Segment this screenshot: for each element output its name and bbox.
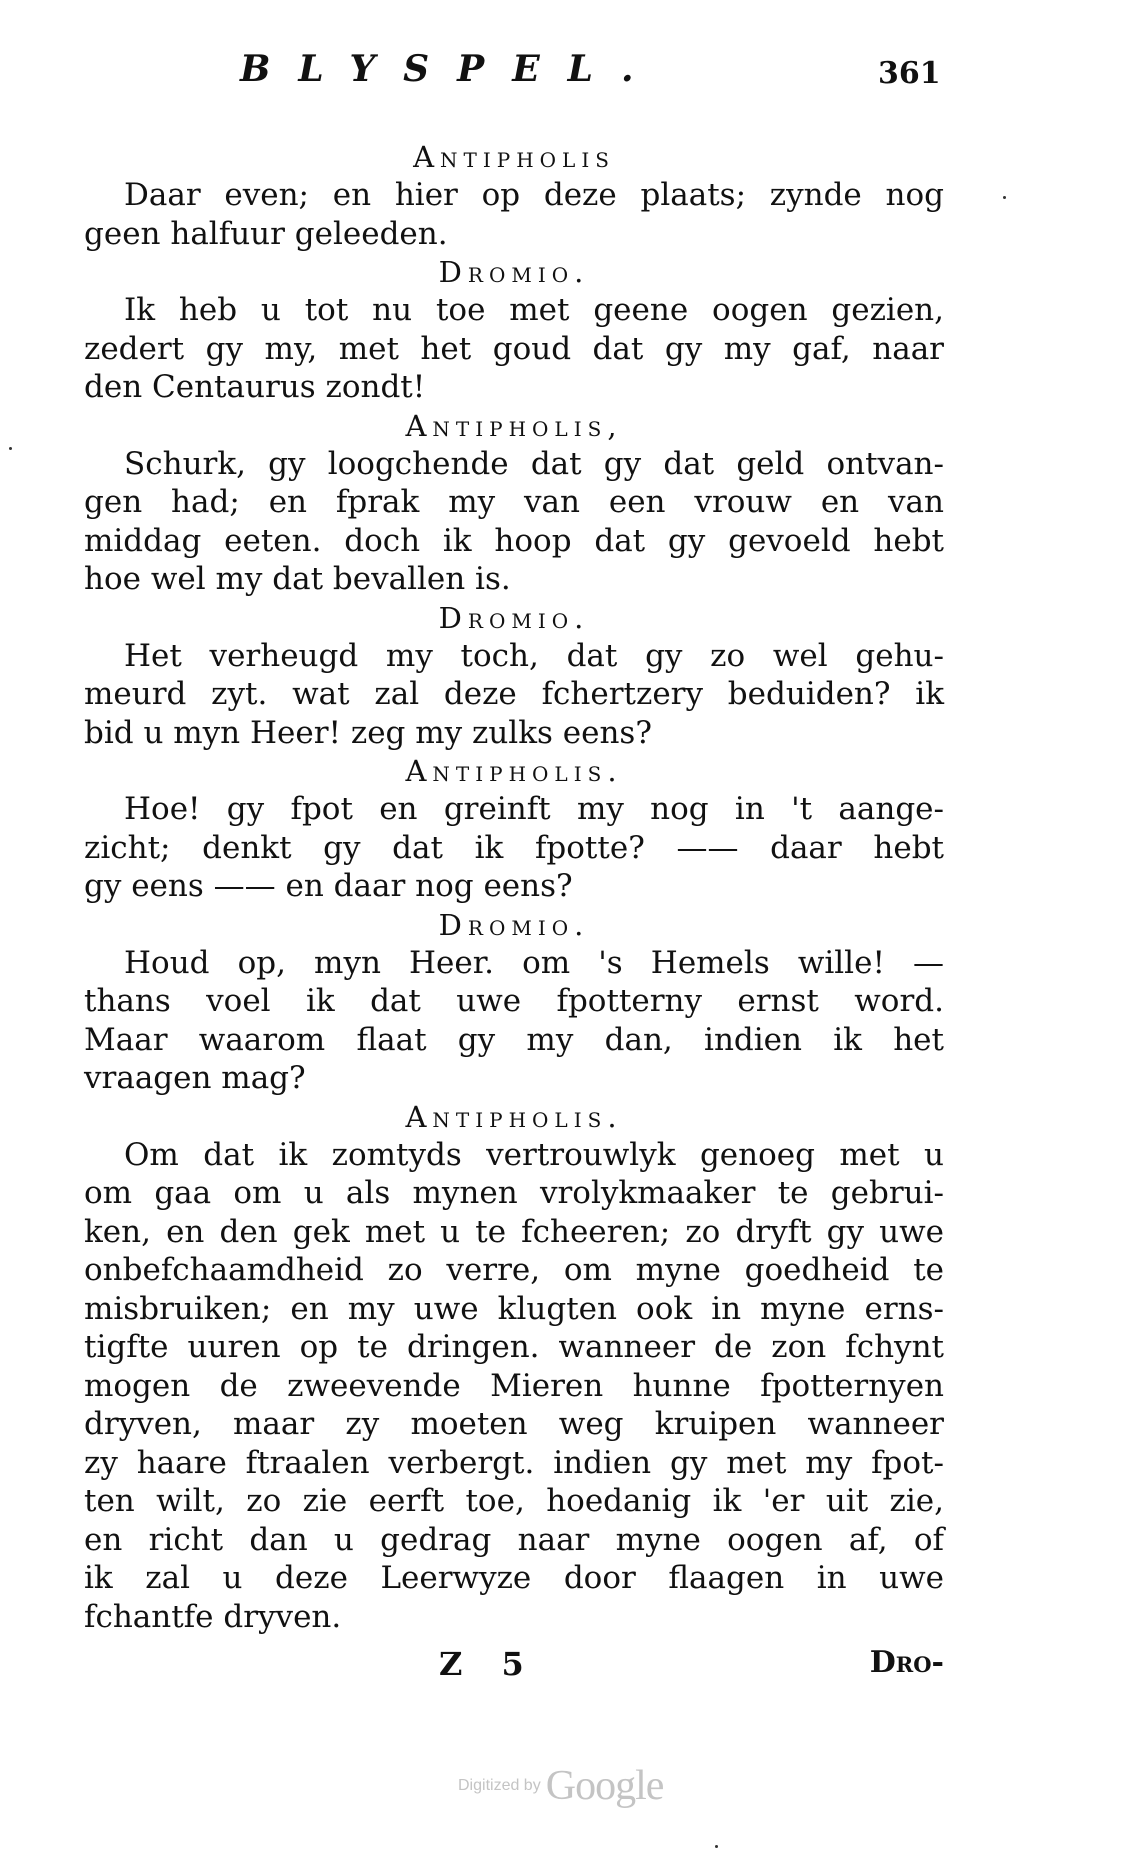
text-line: den Centaurus zondt! — [84, 369, 426, 405]
speaker-heading: Dromio. — [438, 255, 590, 289]
text-line: ten wilt, zo zie eerft toe, hoedanig ik 'er uit zie, — [84, 1483, 944, 1519]
text-line: fchantfe dryven. — [84, 1598, 342, 1635]
speaker-heading: Antipholis — [413, 140, 615, 174]
play-text — [84, 138, 944, 1636]
speaker-heading: Antipholis, — [405, 408, 623, 443]
text-line: hoe wel my dat bevallen is. — [84, 561, 511, 597]
digitized-by-label: Digitized by — [458, 1777, 541, 1794]
text-line: thans voel ik dat uwe fpotterny ernst word. — [84, 983, 944, 1019]
print-speck — [715, 1845, 718, 1848]
page-footer — [84, 1645, 944, 1685]
text-line: ken, en den gek met u te fcheeren; zo dryft gy uwe — [84, 1213, 944, 1250]
signature-mark: Z 5 — [439, 1645, 538, 1683]
text-line: bid u myn Heer! zeg my zulks eens? — [84, 714, 652, 751]
text-line: dryven, maar zy moeten weg kruipen wanneer — [84, 1406, 944, 1442]
text-line: Schurk, gy loogchende dat gy dat geld ontvan- — [124, 445, 944, 482]
text-line: Daar even; en hier op deze plaats; zynde nog — [124, 177, 944, 213]
speaker-heading: Dromio. — [438, 600, 590, 635]
text-line: Ik heb u tot nu toe met geene oogen gezien, — [124, 292, 944, 328]
digitized-watermark — [458, 1762, 663, 1810]
speaker-heading: Dromio. — [438, 907, 590, 942]
speaker-heading: Antipholis. — [405, 754, 623, 788]
text-line: onbefchaamdheid zo verre, om myne goedheid te — [84, 1252, 944, 1288]
text-line: meurd zyt. wat zal deze fchertzery beduiden? ik — [84, 676, 944, 712]
text-line: mogen de zweevende Mieren hunne fpotternyen — [84, 1367, 944, 1404]
text-line: zy haare ftraalen verbergt. indien gy met my fpot- — [84, 1444, 944, 1481]
speaker-heading: Antipholis. — [405, 1099, 623, 1134]
text-line: Hoe! gy fpot en greinft my nog in 't aange- — [124, 791, 944, 827]
google-logo: Google — [545, 1763, 664, 1809]
text-line: middag eeten. doch ik hoop dat gy gevoeld hebt — [84, 522, 944, 559]
text-line: zicht; denkt gy dat ik fpotte? —— daar hebt — [84, 829, 944, 866]
page-number: 361 — [878, 56, 941, 91]
text-line: Om dat ik zomtyds vertrouwlyk genoeg met u — [124, 1136, 944, 1173]
text-line: gen had; en fprak my van een vrouw en van — [84, 484, 944, 520]
text-line: tigfte uuren op te dringen. wanneer de zon fchynt — [84, 1329, 944, 1365]
print-speck — [1003, 196, 1006, 199]
running-title: BLYSPEL. — [240, 48, 662, 90]
text-line: gy eens —— en daar nog eens? — [84, 868, 573, 904]
text-line: om gaa om u als mynen vrolykmaaker te gebrui- — [84, 1175, 944, 1211]
text-line: Houd op, myn Heer. om 's Hemels wille! — — [124, 944, 944, 981]
print-speck — [9, 447, 12, 450]
text-line: ik zal u deze Leerwyze door flaagen in uwe — [84, 1560, 944, 1596]
text-line: geen halfuur geleeden. — [84, 215, 448, 252]
text-line: misbruiken; en my uwe klugten ook in myne erns- — [84, 1290, 944, 1327]
text-line: vraagen mag? — [84, 1060, 306, 1096]
text-line: en richt dan u gedrag naar myne oogen af, of — [84, 1521, 944, 1558]
text-line: Het verheugd my toch, dat gy zo wel gehu- — [124, 637, 944, 674]
catchword: Dro- — [869, 1645, 944, 1680]
text-line: Maar waarom flaat gy my dan, indien ik het — [84, 1021, 944, 1058]
text-line: zedert gy my, met het goud dat gy my gaf, naar — [84, 330, 944, 367]
